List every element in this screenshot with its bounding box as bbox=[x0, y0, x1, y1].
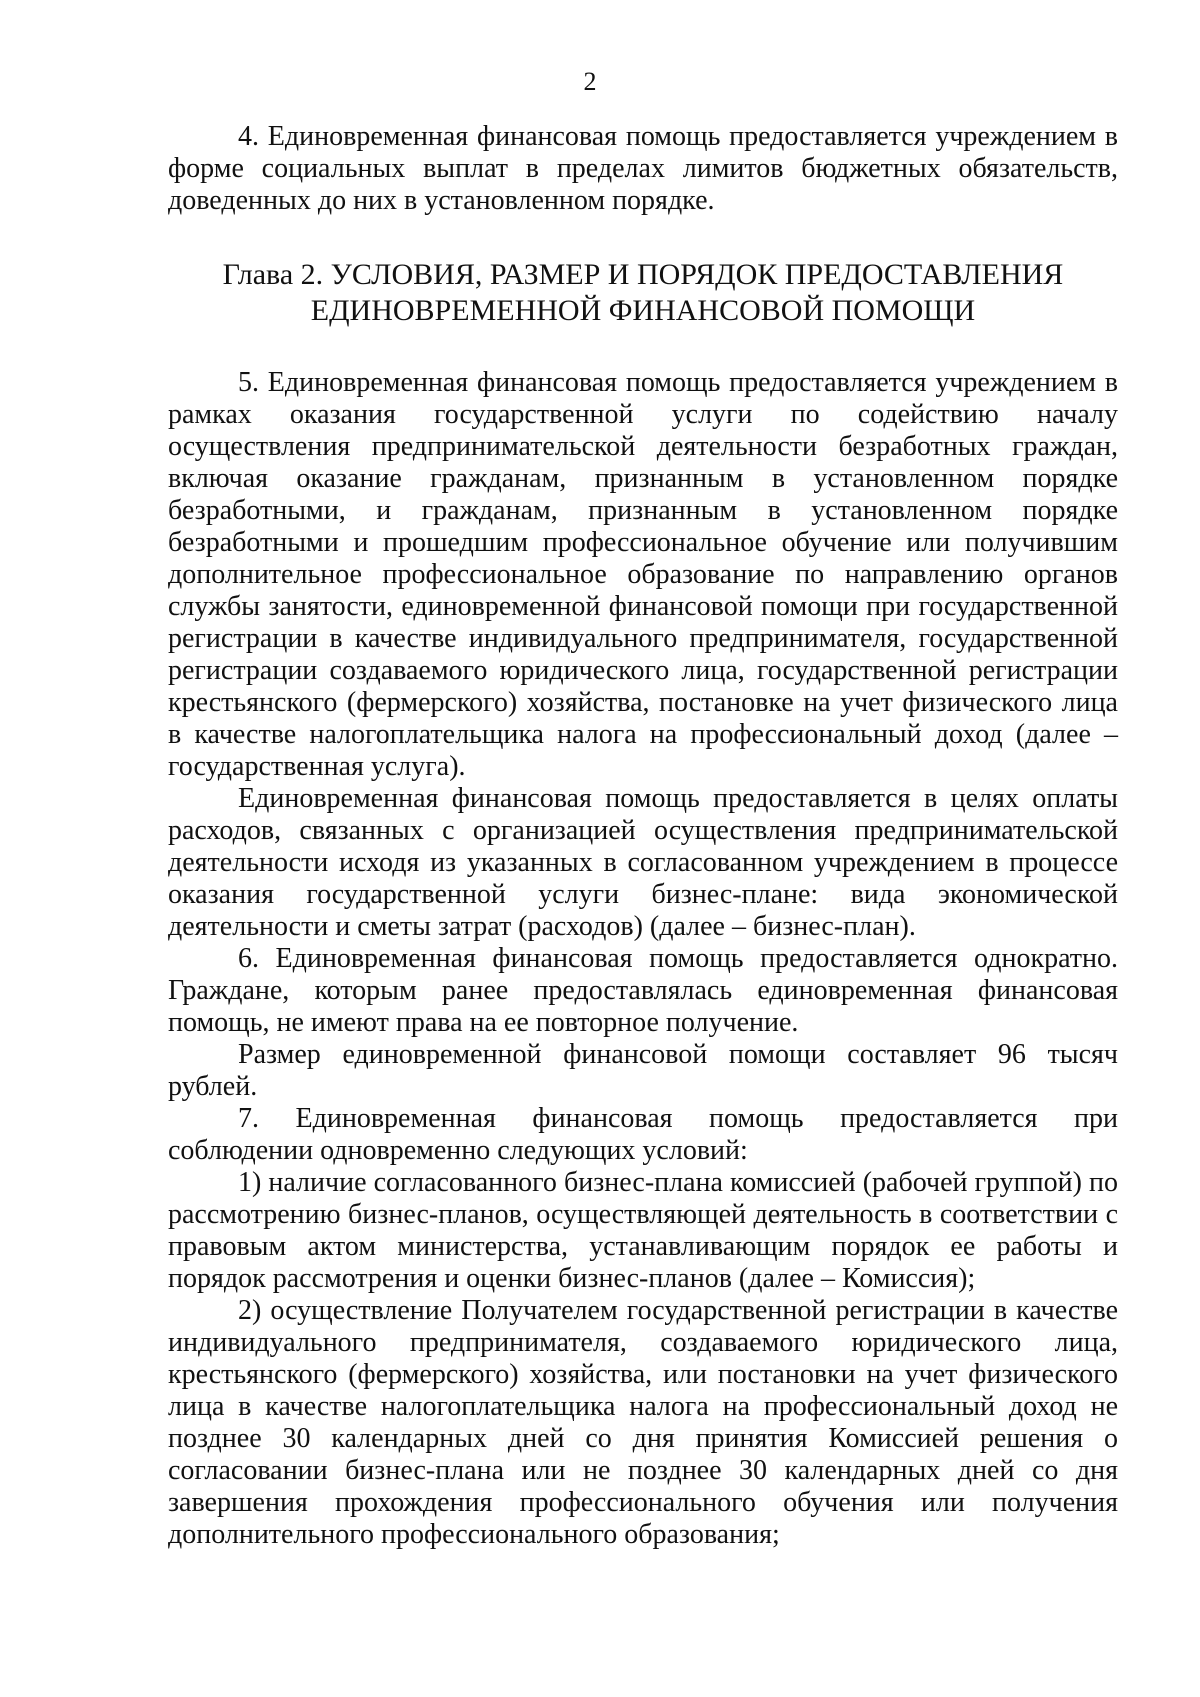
chapter-heading-line-1: Глава 2. УСЛОВИЯ, РАЗМЕР И ПОРЯДОК ПРЕДОСТАВЛЕНИЯ bbox=[222, 258, 1064, 291]
paragraph-4: 4. Единовременная финансовая помощь предоставляется учреждением в форме социальных выплат в пределах лимитов бюджетных обязательств, доведенных до них в установленном порядке. bbox=[168, 121, 1118, 216]
paragraph-5: 5. Единовременная финансовая помощь предоставляется учреждением в рамках оказания государственной услуги по содействию началу осуществления предпринимательской деятельности безработных граждан, включая оказание гражданам, признанным в установленном порядке безработными, и гражданам, признанным в установленном порядке безработными и прошедшим профессиональное обучение или получившим дополнительное профессиональное образование по направлению органов службы занятости, единовременной финансовой помощи при государственной регистрации в качестве индивидуального предпринимателя, государственной регистрации создаваемого юридического лица, государственной регистрации крестьянского (фермерского) хозяйства, постановке на учет физического лица в качестве налогоплательщика налога на профессиональный доход (далее – государственная услуга). bbox=[168, 367, 1118, 782]
paragraph-6-amount: Размер единовременной финансовой помощи составляет 96 тысяч рублей. bbox=[168, 1039, 1118, 1102]
paragraph-7: 7. Единовременная финансовая помощь предоставляется при соблюдении одновременно следующих условий: bbox=[168, 1103, 1118, 1166]
document-body bbox=[168, 121, 1118, 1551]
page-number: 2 bbox=[583, 67, 597, 96]
paragraph-5-purpose: Единовременная финансовая помощь предоставляется в целях оплаты расходов, связанных с организацией осуществления предпринимательской деятельности исходя из указанных в согласованном учреждением в процессе оказания государственной услуги бизнес-плане: вида экономической деятельности и сметы затрат (расходов) (далее – бизнес-план). bbox=[168, 783, 1118, 942]
condition-2: 2) осуществление Получателем государственной регистрации в качестве индивидуального предпринимателя, создаваемого юридического лица, крестьянского (фермерского) хозяйства, или постановки на учет физического лица в качестве налогоплательщика налога на профессиональный доход не позднее 30 календарных дней со дня принятия Комиссией решения о согласовании бизнес-плана или не позднее 30 календарных дней со дня завершения прохождения профессионального обучения или получения дополнительного профессионального образования; bbox=[168, 1295, 1118, 1550]
condition-1: 1) наличие согласованного бизнес-плана комиссией (рабочей группой) по рассмотрению бизнес-планов, осуществляющей деятельность в соответствии с правовым актом министерства, устанавливающим порядок ее работы и порядок рассмотрения и оценки бизнес-планов (далее – Комиссия); bbox=[168, 1167, 1118, 1294]
chapter-heading-line-2: ЕДИНОВРЕМЕННОЙ ФИНАНСОВОЙ ПОМОЩИ bbox=[310, 294, 976, 327]
chapter-heading bbox=[168, 257, 1118, 329]
paragraph-6: 6. Единовременная финансовая помощь предоставляется однократно. Граждане, которым ранее предоставлялась единовременная финансовая помощь, не имеют права на ее повторное получение. bbox=[168, 943, 1118, 1038]
